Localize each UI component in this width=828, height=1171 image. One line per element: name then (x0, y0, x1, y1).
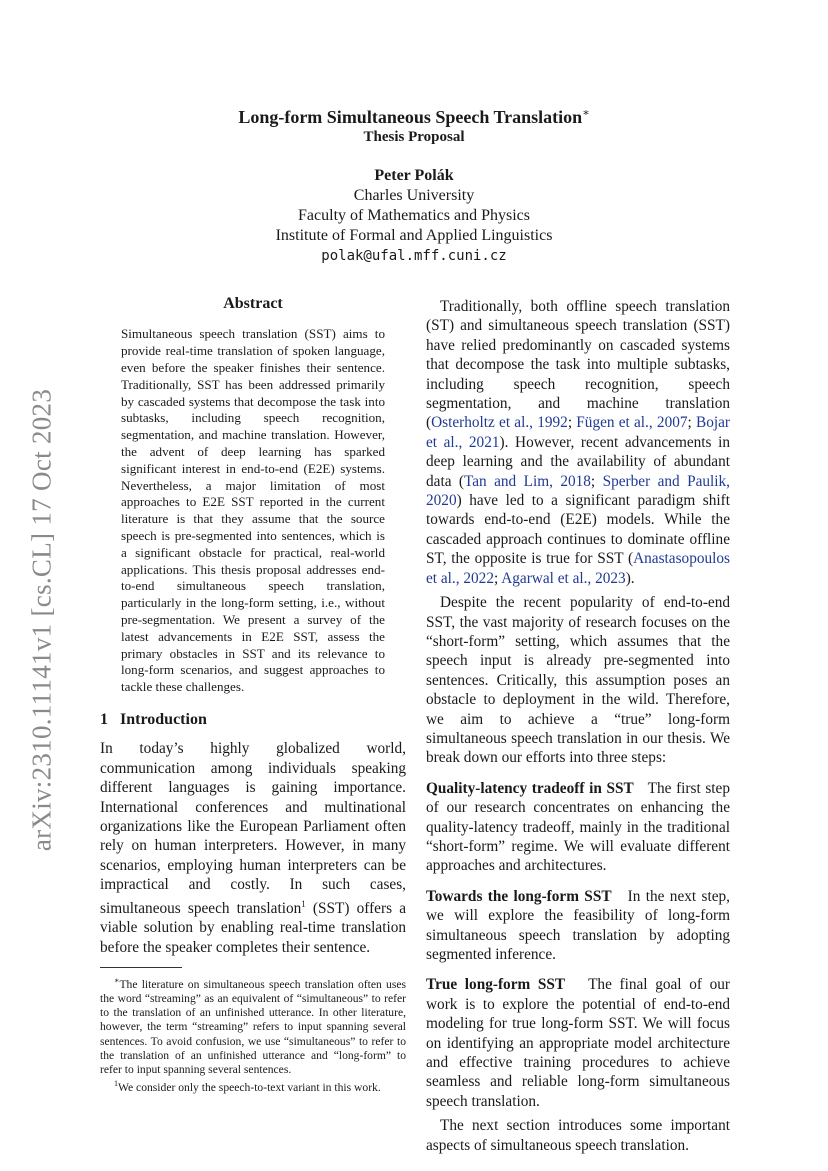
section-title: Introduction (120, 710, 207, 728)
citation-link[interactable]: Osterholtz et al., 1992 (431, 414, 568, 432)
section-number: 1 (100, 710, 108, 728)
footnote-star-text: The literature on simultaneous speech translation often uses the word “streaming” as an equivalent of “simultaneous” to refer to the translation of an unfinished utterance. In other literature, however, the term “streaming” refers to input spanning several sentences. To avoid confusion, we use “simultaneous” to refer to the translation of an unfinished utterance and “long-form” to refer to input spanning several sentences. (100, 977, 406, 1076)
bg-text-a: Traditionally, both offline speech translation (ST) and simultaneous speech translation (SST) have relied predominantly on cascaded systems that decompose the task into multiple subtasks, including speech recognition, speech segmentation, and machine translation ( (426, 298, 730, 432)
section-heading-introduction (100, 710, 406, 729)
affiliation-institute: Institute of Formal and Applied Linguistics (275, 227, 553, 244)
author-name: Peter Polák (374, 167, 454, 184)
left-column (100, 294, 406, 1095)
citation-link[interactable]: Bojar et al., 2021 (426, 414, 731, 451)
footnote-1-mark: 1 (114, 1079, 118, 1089)
footnote-star-mark: ∗ (114, 975, 120, 985)
cite-separator: ; (493, 569, 502, 587)
cite-separator: ; (567, 414, 577, 432)
step-3-text: The final goal of our work is to explore the potential of end-to-end modeling for true long-form SST. We will focus on identifying an appropriate model architecture and effective training procedures to achieve seamless and reliable long-form simultaneous speech translation. (426, 976, 730, 1110)
right-column (426, 297, 730, 1155)
paper-title (0, 106, 828, 128)
affiliation-faculty: Faculty of Mathematics and Physics (298, 207, 530, 224)
citation-link[interactable]: Agarwal et al., 2023 (501, 569, 626, 587)
abstract-heading: Abstract (223, 295, 283, 312)
intro-text-b: (SST) offers a viable solution by enabling real-time translation before the speaker completes their sentence. (100, 899, 406, 956)
paper-subtitle: Thesis Proposal (363, 129, 465, 145)
background-paragraph (426, 297, 730, 588)
motivation-paragraph: Despite the recent popularity of end-to-end SST, the vast majority of research focuses on the “short-form” setting, which assumes that the speech input is already pre-segmented into sentences. Critically, this assumption poses an obstacle to deployment in the wild. Therefore, we aim to achieve a “true” long-form simultaneous speech translation in our thesis. We break down our efforts into three steps: (426, 594, 730, 767)
step-1-paragraph (426, 779, 730, 876)
bg-text-c: ) have led to a significant paradigm shift towards end-to-end (E2E) models. While the cascaded approach continues to dominate offline ST, the opposite is true for SST ( (426, 492, 730, 568)
citation-link[interactable]: Fügen et al., 2007 (576, 414, 688, 432)
citation-link[interactable]: Tan and Lim, 2018 (463, 472, 591, 490)
step-3-heading: True long-form SST (426, 976, 566, 994)
footnote-1 (100, 1077, 406, 1095)
abstract-text: Simultaneous speech translation (SST) aims to provide real-time translation of spoken language, even before the speaker finishes their sentence. Traditionally, SST has been addressed primarily by cascaded systems that decompose the task into subtasks, including speech recognition, segmentation, and machine translation. However, the advent of deep learning has sparked significant interest in end-to-end (E2E) systems. Nevertheless, a major limitation of most approaches to E2E SST reported in the current literature is that they assume that the source speech is pre-segmented into sentences, which is a significant obstacle for practical, real-world applications. This thesis proposal addresses end-to-end simultaneous speech translation, particularly in the long-form setting, i.e., without pre-segmentation. We present a survey of the latest advancements in E2E SST, assess the primary obstacles in SST and its relevance to long-form scenarios, and suggest approaches to tackle these challenges. (121, 326, 385, 695)
footnote-ref-1[interactable]: 1 (301, 898, 306, 909)
bg-text-d: ). (625, 569, 635, 587)
arxiv-stamp-text: arXiv:2310.11141v1 [cs.CL] 17 Oct 2023 (26, 388, 57, 852)
citation-link[interactable]: Anastasopoulos et al., 2022 (426, 550, 730, 587)
arxiv-stamp (22, 380, 62, 860)
paper-title-text: Long-form Simultaneous Speech Translation (238, 107, 583, 127)
cite-separator: ; (590, 472, 603, 490)
step-2-heading: Towards the long-form SST (426, 887, 612, 905)
footnote-divider (100, 967, 182, 968)
intro-paragraph (100, 739, 406, 957)
closing-paragraph: The next section introduces some important aspects of simultaneous speech translation. (426, 1117, 730, 1154)
step-1-heading: Quality-latency tradeoff in SST (426, 779, 634, 797)
citation-link[interactable]: Sperber and Paulik, 2020 (426, 472, 730, 510)
step-2-text: In the next step, we will explore the feasibility of long-form simultaneous speech translation by adopting segmented inference. (426, 887, 730, 963)
footnote-1-text: We consider only the speech-to-text variant in this work. (118, 1081, 381, 1095)
intro-text-a: In today’s highly globalized world, communication among individuals speaking different languages is gaining importance. International conferences and multinational organizations like the European Parliament often rely on human interpreters. However, in many scenarios, employing human interpreters can be impractical and costly. In such cases, simultaneous speech translation (100, 740, 406, 917)
step-1-text: The first step of our research concentrates on enhancing the quality-latency tradeoff, mainly in the traditional “short-form” regime. We will evaluate different approaches and architectures. (426, 779, 730, 875)
step-2-paragraph (426, 887, 730, 965)
author-email[interactable]: polak@ufal.mff.cuni.cz (321, 248, 507, 264)
affiliation-university: Charles University (353, 187, 475, 204)
title-footnote-mark: ∗ (582, 107, 590, 119)
step-3-paragraph (426, 975, 730, 1111)
footnote-star (100, 974, 406, 1077)
author-block (0, 166, 828, 266)
bg-text-b: ). However, recent advancements in deep learning and the availability of abundant data ( (426, 433, 730, 490)
cite-separator: ; (687, 414, 697, 432)
